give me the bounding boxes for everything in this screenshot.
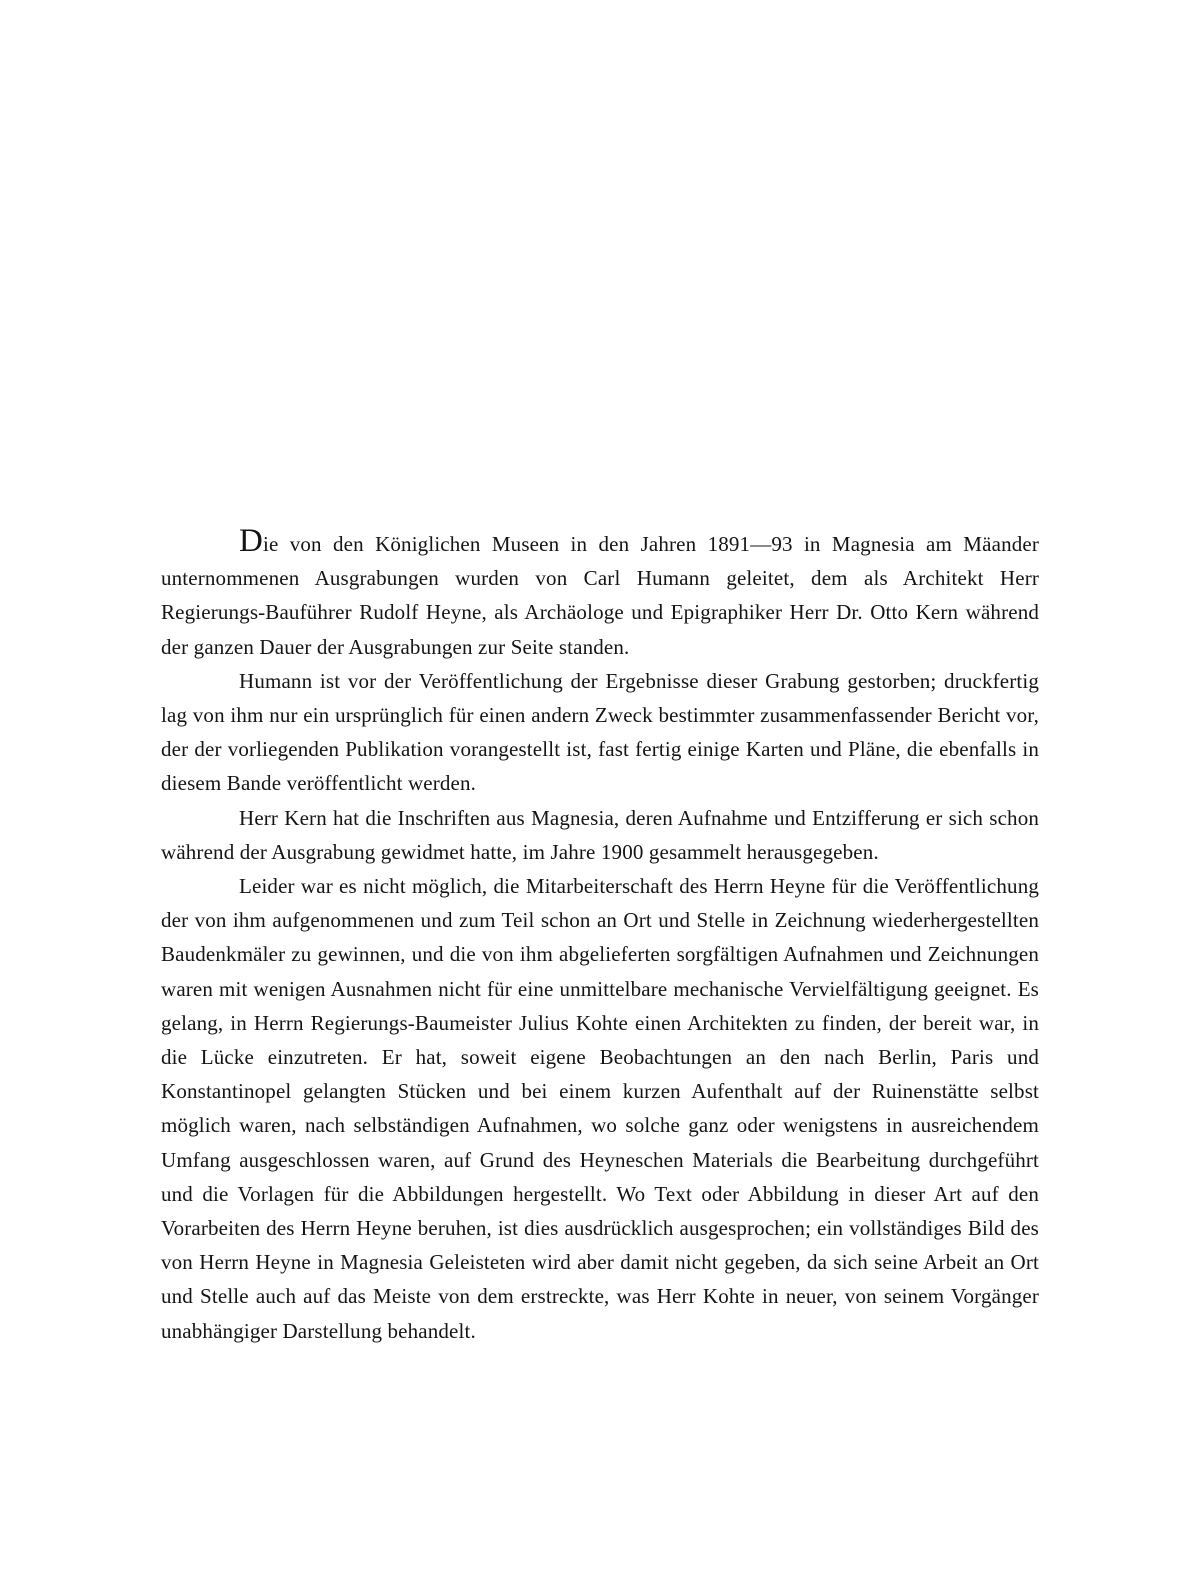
paragraph-1-text: ie von den Königlichen Museen in den Jahren 1891—93 in Magnesia am Mäander unternommenen Ausgrabungen wurden von Carl Humann geleitet, dem als Architekt Herr Regierungs-Bauführer Rudolf Heyne, als Archäologe und Epigraphiker Herr Dr. Otto Kern während der ganzen Dauer der Ausgrabungen zur Seite standen. [161, 532, 1039, 659]
initial-letter: D [239, 523, 263, 559]
paragraph-2: Humann ist vor der Veröffentlichung der Ergebnisse dieser Grabung gestorben; druckfertig lag von ihm nur ein ursprünglich für einen andern Zweck bestimmter zusammenfassender Bericht vor, der der vorliegenden Publikation vorangestellt ist, fast fertig einige Karten und Pläne, die ebenfalls in diesem Bande veröffentlicht werden. [161, 668, 1039, 796]
paragraph-4: Leider war es nicht möglich, die Mitarbeiterschaft des Herrn Heyne für die Veröffentlichung der von ihm aufgenommenen und zum Teil schon an Ort und Stelle in Zeichnung wiederhergestellten Baudenkmäler zu gewinnen, und die von ihm abgelieferten sorgfältigen Aufnahmen und Zeichnungen waren mit wenigen Ausnahmen nicht für eine unmittelbare mechanische Vervielfältigung geeignet. Es gelang, in Herrn Regierungs-Baumeister Julius Kohte einen Architekten zu finden, der bereit war, in die Lücke einzutreten. Er hat, soweit eigene Beobachtungen an den nach Berlin, Paris und Konstantinopel gelangten Stücken und bei einem kurzen Aufenthalt auf der Ruinenstätte selbst möglich waren, nach selbständigen Aufnahmen, wo solche ganz oder wenigstens in ausreichendem Umfang ausgeschlossen waren, auf Grund des Heyneschen Materials die Bearbeitung durchgeführt und die Vorlagen für die Abbildungen hergestellt. Wo Text oder Abbildung in dieser Art auf den Vorarbeiten des Herrn Heyne beruhen, ist dies ausdrücklich ausgesprochen; ein vollständiges Bild des von Herrn Heyne in Magnesia Geleisteten wird aber damit nicht gegeben, da sich seine Arbeit an Ort und Stelle auch auf das Meiste von dem erstreckte, was Herr Kohte in neuer, von seinem Vorgänger unabhängiger Darstellung behandelt. [161, 874, 1039, 1343]
paragraph-1 [161, 525, 1039, 664]
body-text [161, 525, 1039, 1348]
paragraph-3: Herr Kern hat die Inschriften aus Magnesia, deren Aufnahme und Entzifferung er sich schon während der Ausgrabung gewidmet hatte, im Jahre 1900 gesammelt herausgegeben. [161, 805, 1039, 864]
